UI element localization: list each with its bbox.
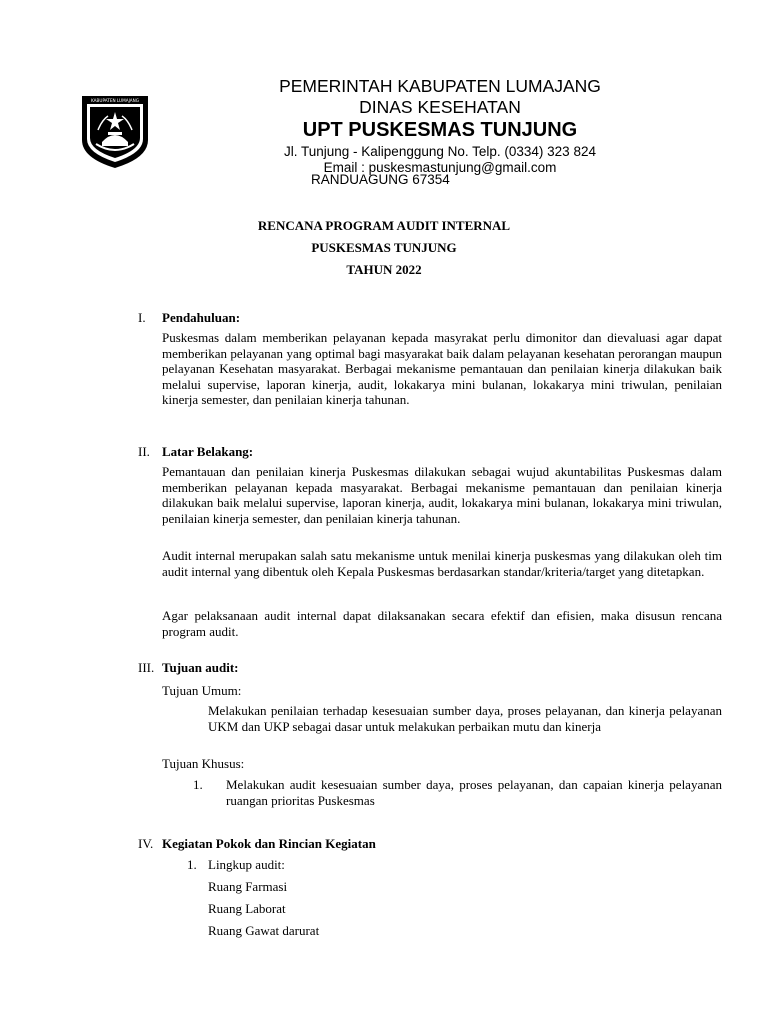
section-2-paragraph-2: Audit internal merupakan salah satu mekanisme untuk menilai kinerja puskesmas yang dilakukan oleh tim audit internal yang dibentuk oleh Kepala Puskesmas berdasarkan standar/kriteria/target yang ditetapkan. bbox=[162, 548, 722, 579]
section-3-number: III. bbox=[138, 660, 155, 675]
specific-objective-label: Tujuan Khusus: bbox=[162, 756, 245, 771]
letterhead bbox=[160, 76, 720, 187]
section-4-number: IV. bbox=[138, 836, 154, 851]
government-name: PEMERINTAH KABUPATEN LUMAJANG bbox=[279, 76, 601, 96]
general-objective-text: Melakukan penilaian terhadap kesesuaian sumber daya, proses pelayanan, dan kinerja pelayanan UKM dan UKP sebagai dasar untuk melakukan perbaikan mutu dan kinerja bbox=[208, 703, 722, 734]
section-2-title: Latar Belakang: bbox=[162, 444, 254, 459]
address: Jl. Tunjung - Kalipenggung No. Telp. (0334) 323 824 bbox=[284, 144, 596, 159]
doc-title-line3: TAHUN 2022 bbox=[346, 262, 422, 277]
section-1-number: I. bbox=[138, 310, 146, 325]
specific-objective-text: Melakukan audit kesesuaian sumber daya, proses pelayanan, dan capaian kinerja pelayanan ruangan prioritas Puskesmas bbox=[226, 777, 722, 808]
city-postcode: RANDUAGUNG 67354 bbox=[311, 172, 450, 187]
audit-scope-item: Ruang Laborat bbox=[208, 901, 286, 916]
section-2-paragraph-1: Pemantauan dan penilaian kinerja Puskesmas dilakukan sebagai wujud akuntabilitas Puskesmas dalam memberikan pelayanan kepada masyarakat. Berbagai mekanisme pemantauan dan penilaian kinerja dilakukan baik melalui supervise, laporan kinerja, audit, lokakarya mini bulanan, lokakarya mini triwulan, penilaian kinerja semester, dan penilaian kinerja tahunan. bbox=[162, 464, 722, 526]
section-2-number: II. bbox=[138, 444, 150, 459]
audit-scope-item: Ruang Gawat darurat bbox=[208, 923, 320, 938]
specific-objective-number: 1. bbox=[193, 777, 203, 792]
section-1-paragraph: Puskesmas dalam memberikan pelayanan kepada masyrakat perlu dimonitor dan dievaluasi agar dapat memberikan pelayanan yang optimal bagi masyarakat baik dalam pelayanan kesehatan perorangan maupun pelayanan Kesehatan masyarakat. Berbagai mekanisme pemantauan dan penilaian kinerja dilakukan baik melalui supervise, laporan kinerja, audit, lokakarya mini bulanan, lokakarya mini triwulan, penilaian kinerja semester, dan penilaian kinerja tahunan. bbox=[162, 330, 722, 408]
svg-text:KABUPATEN LUMAJANG: KABUPATEN LUMAJANG bbox=[90, 98, 140, 103]
section-4-title: Kegiatan Pokok dan Rincian Kegiatan bbox=[162, 836, 376, 851]
activity-item-text: Lingkup audit: bbox=[208, 857, 285, 872]
email: Email : puskesmastunjung@gmail.com bbox=[323, 160, 557, 175]
audit-scope-item: Ruang Farmasi bbox=[208, 879, 288, 894]
general-objective-label: Tujuan Umum: bbox=[162, 683, 242, 698]
activity-item-number: 1. bbox=[187, 857, 197, 872]
regency-emblem-icon bbox=[78, 92, 152, 170]
department-name: DINAS KESEHATAN bbox=[359, 97, 521, 117]
institution-name: UPT PUSKESMAS TUNJUNG bbox=[302, 119, 578, 141]
section-1-title: Pendahuluan: bbox=[162, 310, 241, 325]
section-2-paragraph-3: Agar pelaksanaan audit internal dapat dilaksanakan secara efektif dan efisien, maka disusun rencana program audit. bbox=[162, 608, 722, 639]
section-3-title: Tujuan audit: bbox=[162, 660, 239, 675]
doc-title-line1: RENCANA PROGRAM AUDIT INTERNAL bbox=[257, 218, 511, 233]
doc-title-line2: PUSKESMAS TUNJUNG bbox=[311, 240, 457, 255]
